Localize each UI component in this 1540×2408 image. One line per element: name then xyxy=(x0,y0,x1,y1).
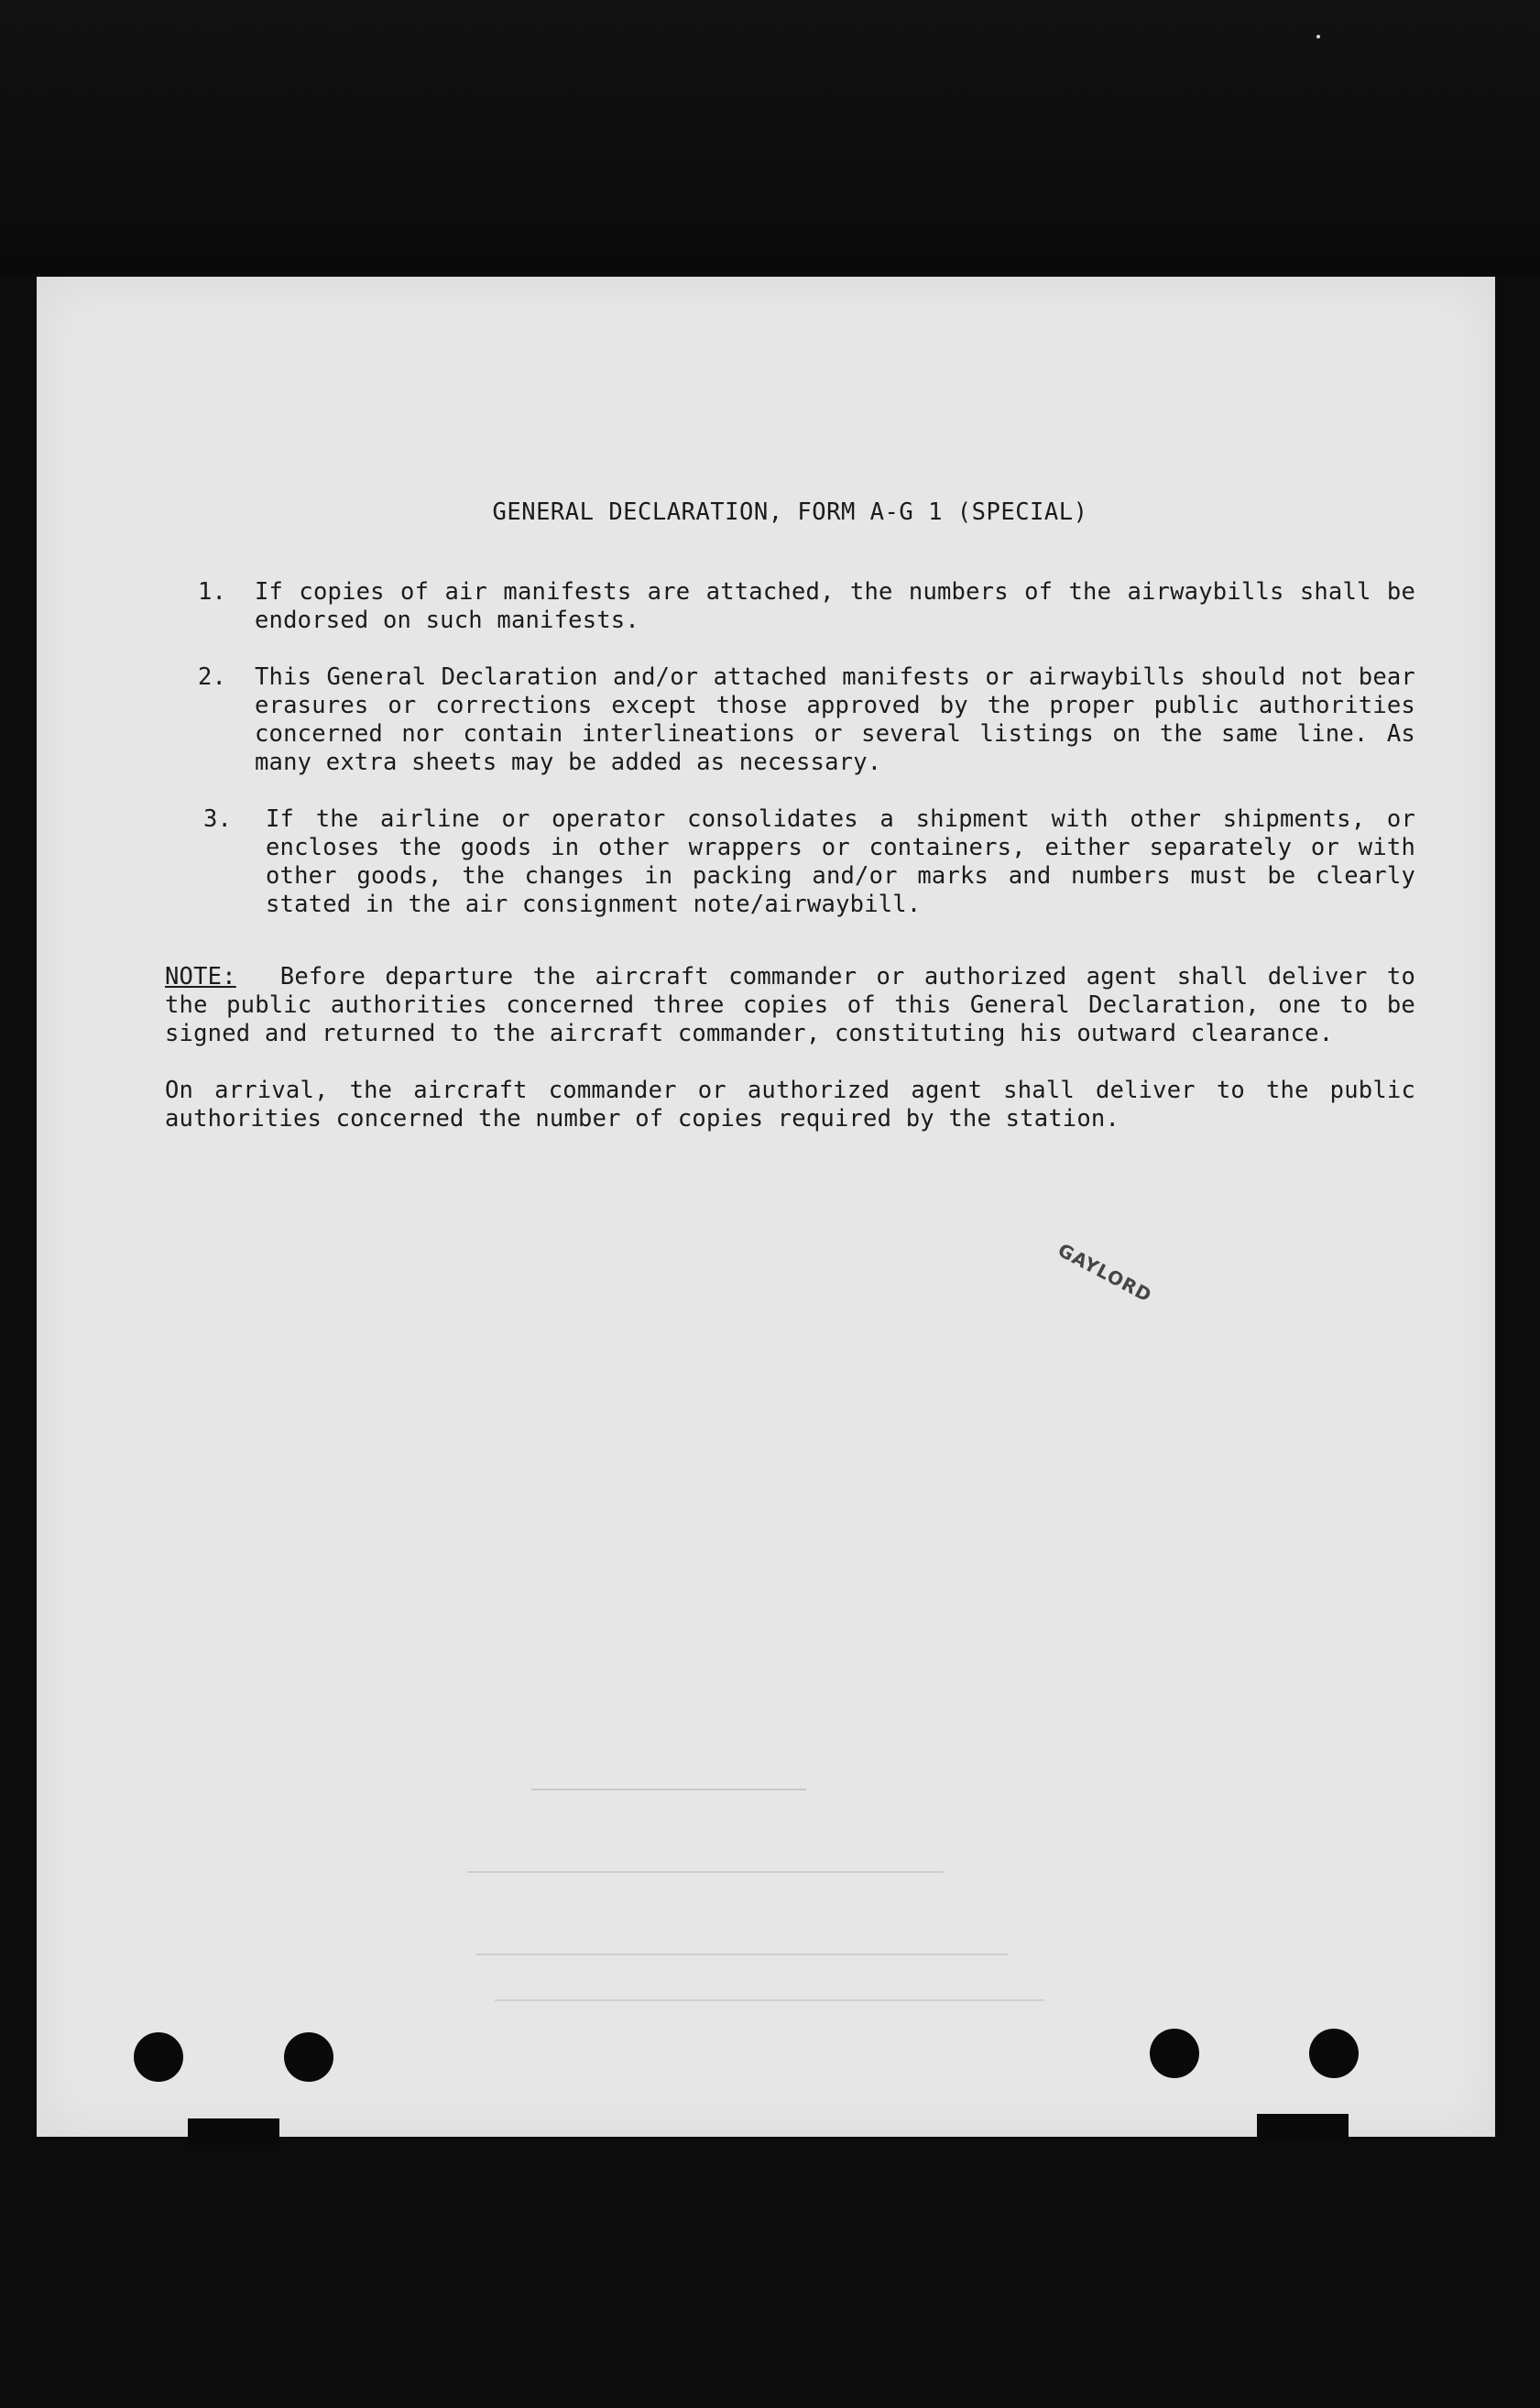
item-number: 2. xyxy=(198,663,227,691)
punch-hole xyxy=(134,2032,183,2082)
note-paragraph xyxy=(165,963,1415,1048)
note-label: NOTE: xyxy=(165,963,236,991)
film-border xyxy=(0,0,1540,275)
bleed-through-line xyxy=(467,1871,944,1873)
item-number: 1. xyxy=(198,578,227,606)
item-text: If the airline or operator consolidates a shipment with other shipments, or encloses the goods in other wrappers or containers, either separately or with other goods, the changes in packing and/or marks and numbers must be clearly stated in the air consignment note/airwaybill. xyxy=(266,805,1415,918)
punch-hole xyxy=(1150,2029,1199,2078)
document-page xyxy=(37,277,1495,2137)
punch-hole xyxy=(284,2032,333,2082)
bleed-through-line xyxy=(531,1789,806,1790)
item-text: If copies of air manifests are attached, the numbers of the airwaybills shall be endorsed on such manifests. xyxy=(255,578,1415,634)
binding-tab xyxy=(188,2118,279,2146)
punch-hole xyxy=(1309,2029,1359,2078)
bleed-through-line xyxy=(476,1954,1008,1955)
bleed-through-line xyxy=(495,1999,1044,2001)
gaylord-stamp: GAYLORD xyxy=(1054,1238,1156,1308)
document-title: GENERAL DECLARATION, FORM A-G 1 (SPECIAL) xyxy=(492,498,1088,526)
binding-tab xyxy=(1257,2114,1349,2141)
note-text: Before departure the aircraft commander or authorized agent shall deliver to the public authorities concerned three copies of this General Declaration, one to be signed and returned to the aircraft commander, constituting his outward clearance. xyxy=(165,963,1415,1047)
list-item xyxy=(165,663,1415,777)
list-item xyxy=(165,805,1415,919)
item-text: This General Declaration and/or attached manifests or airwaybills should not bear erasures or corrections except those approved by the proper public authorities concerned nor contain interlineations or several listings on the same line. As many extra sheets may be added as necessary. xyxy=(255,663,1415,776)
item-number: 3. xyxy=(203,805,233,833)
film-speck xyxy=(1316,35,1320,38)
arrival-paragraph: On arrival, the aircraft commander or authorized agent shall deliver to the public authorities concerned the number of copies required by the station. xyxy=(165,1077,1415,1133)
declaration-text xyxy=(165,498,1415,1133)
list-item xyxy=(165,578,1415,635)
